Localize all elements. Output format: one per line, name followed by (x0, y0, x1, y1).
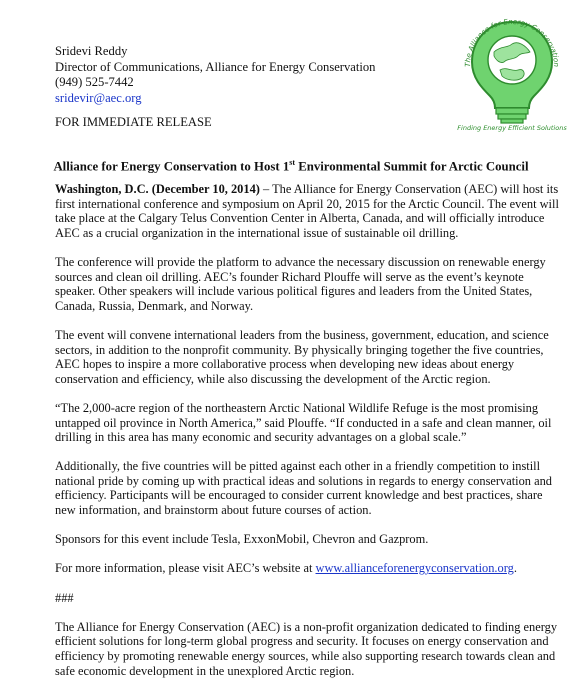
paragraph-5: Additionally, the five countries will be pitted against each other in a friendly competition to instill national pride by coming up with practical ideas and solutions in regards to energy conservation and efficiency. Participants will be encouraged to consider current knowledge and best practices, share new information, and brainstorm about future courses of action. (55, 459, 552, 518)
release-label: FOR IMMEDIATE RELEASE (55, 115, 212, 129)
contact-name: Sridevi Reddy (55, 44, 128, 58)
release-body (55, 182, 560, 693)
paragraph-3: The event will convene international leaders from the business, government, education, and science sectors, in addition to the nonprofit community. By physically bringing together the five countries, AEC hopes to inspire a more collaborative process when developing new ideas about energy conservation and efficiency, while also discussing the development of the Arctic region. (55, 327, 549, 386)
paragraph-about: The Alliance for Energy Conservation (AEC) is a non-profit organization dedicated to finding energy efficient solutions for long-term global progress and security. It focuses on energy conservation and efficiency by promoting renewable energy sources, while also supporting research towards clean and safe economic development in the unexplored Arctic region. (55, 619, 558, 678)
contact-phone: (949) 525-7442 (55, 75, 134, 89)
paragraph-sponsors: Sponsors for this event include Tesla, ExxonMobil, Chevron and Gazprom. (55, 532, 429, 547)
logo-tagline: Finding Energy Efficient Solutions (457, 124, 567, 132)
paragraph-more-info: For more information, please visit AEC’s website at www.allianceforenergyconservation.org. (55, 561, 517, 576)
dateline: Washington, D.C. (December 10, 2014) (55, 182, 260, 196)
headline: Alliance for Energy Conservation to Host 1st Environmental Summit for Arctic Council (53, 158, 529, 174)
paragraph-2: The conference will provide the platform to advance the necessary discussion on renewable energy sources and clean oil drilling. AEC’s founder Richard Plouffe will serve as the event’s keynote speaker. Other speakers will include various political figures and leaders from the United States, Canada, Russia, Denmark, and Norway. (55, 254, 546, 313)
contact-email-link[interactable]: sridevir@aec.org (55, 90, 142, 105)
contact-block (55, 44, 375, 106)
website-link[interactable]: www.allianceforenergyconservation.org (315, 561, 514, 576)
paragraph-4-quote: “The 2,000-acre region of the northeastern Arctic National Wildlife Refuge is the most promising untapped oil province in North America,” said Plouffe. “If conducted in a safe and clean manner, oil drilling in this area has many economic and security advantages on a global scale.” (55, 400, 552, 445)
contact-title: Director of Communications, Alliance for Energy Conservation (55, 59, 376, 74)
logo-arc-text: The Alliance for Energy Conservation (462, 16, 562, 68)
end-separator: ### (55, 590, 74, 605)
paragraph-1: Washington, D.C. (December 10, 2014) – The Alliance for Energy Conservation (AEC) will host its first international conference and symposium on April 20, 2015 for the Arctic Council. The event will take place at the Calgary Telus Convention Center in Alberta, Canada, and will officially introduce AEC as a crucial organization in the international issue of sustainable oil drilling. (55, 182, 559, 240)
